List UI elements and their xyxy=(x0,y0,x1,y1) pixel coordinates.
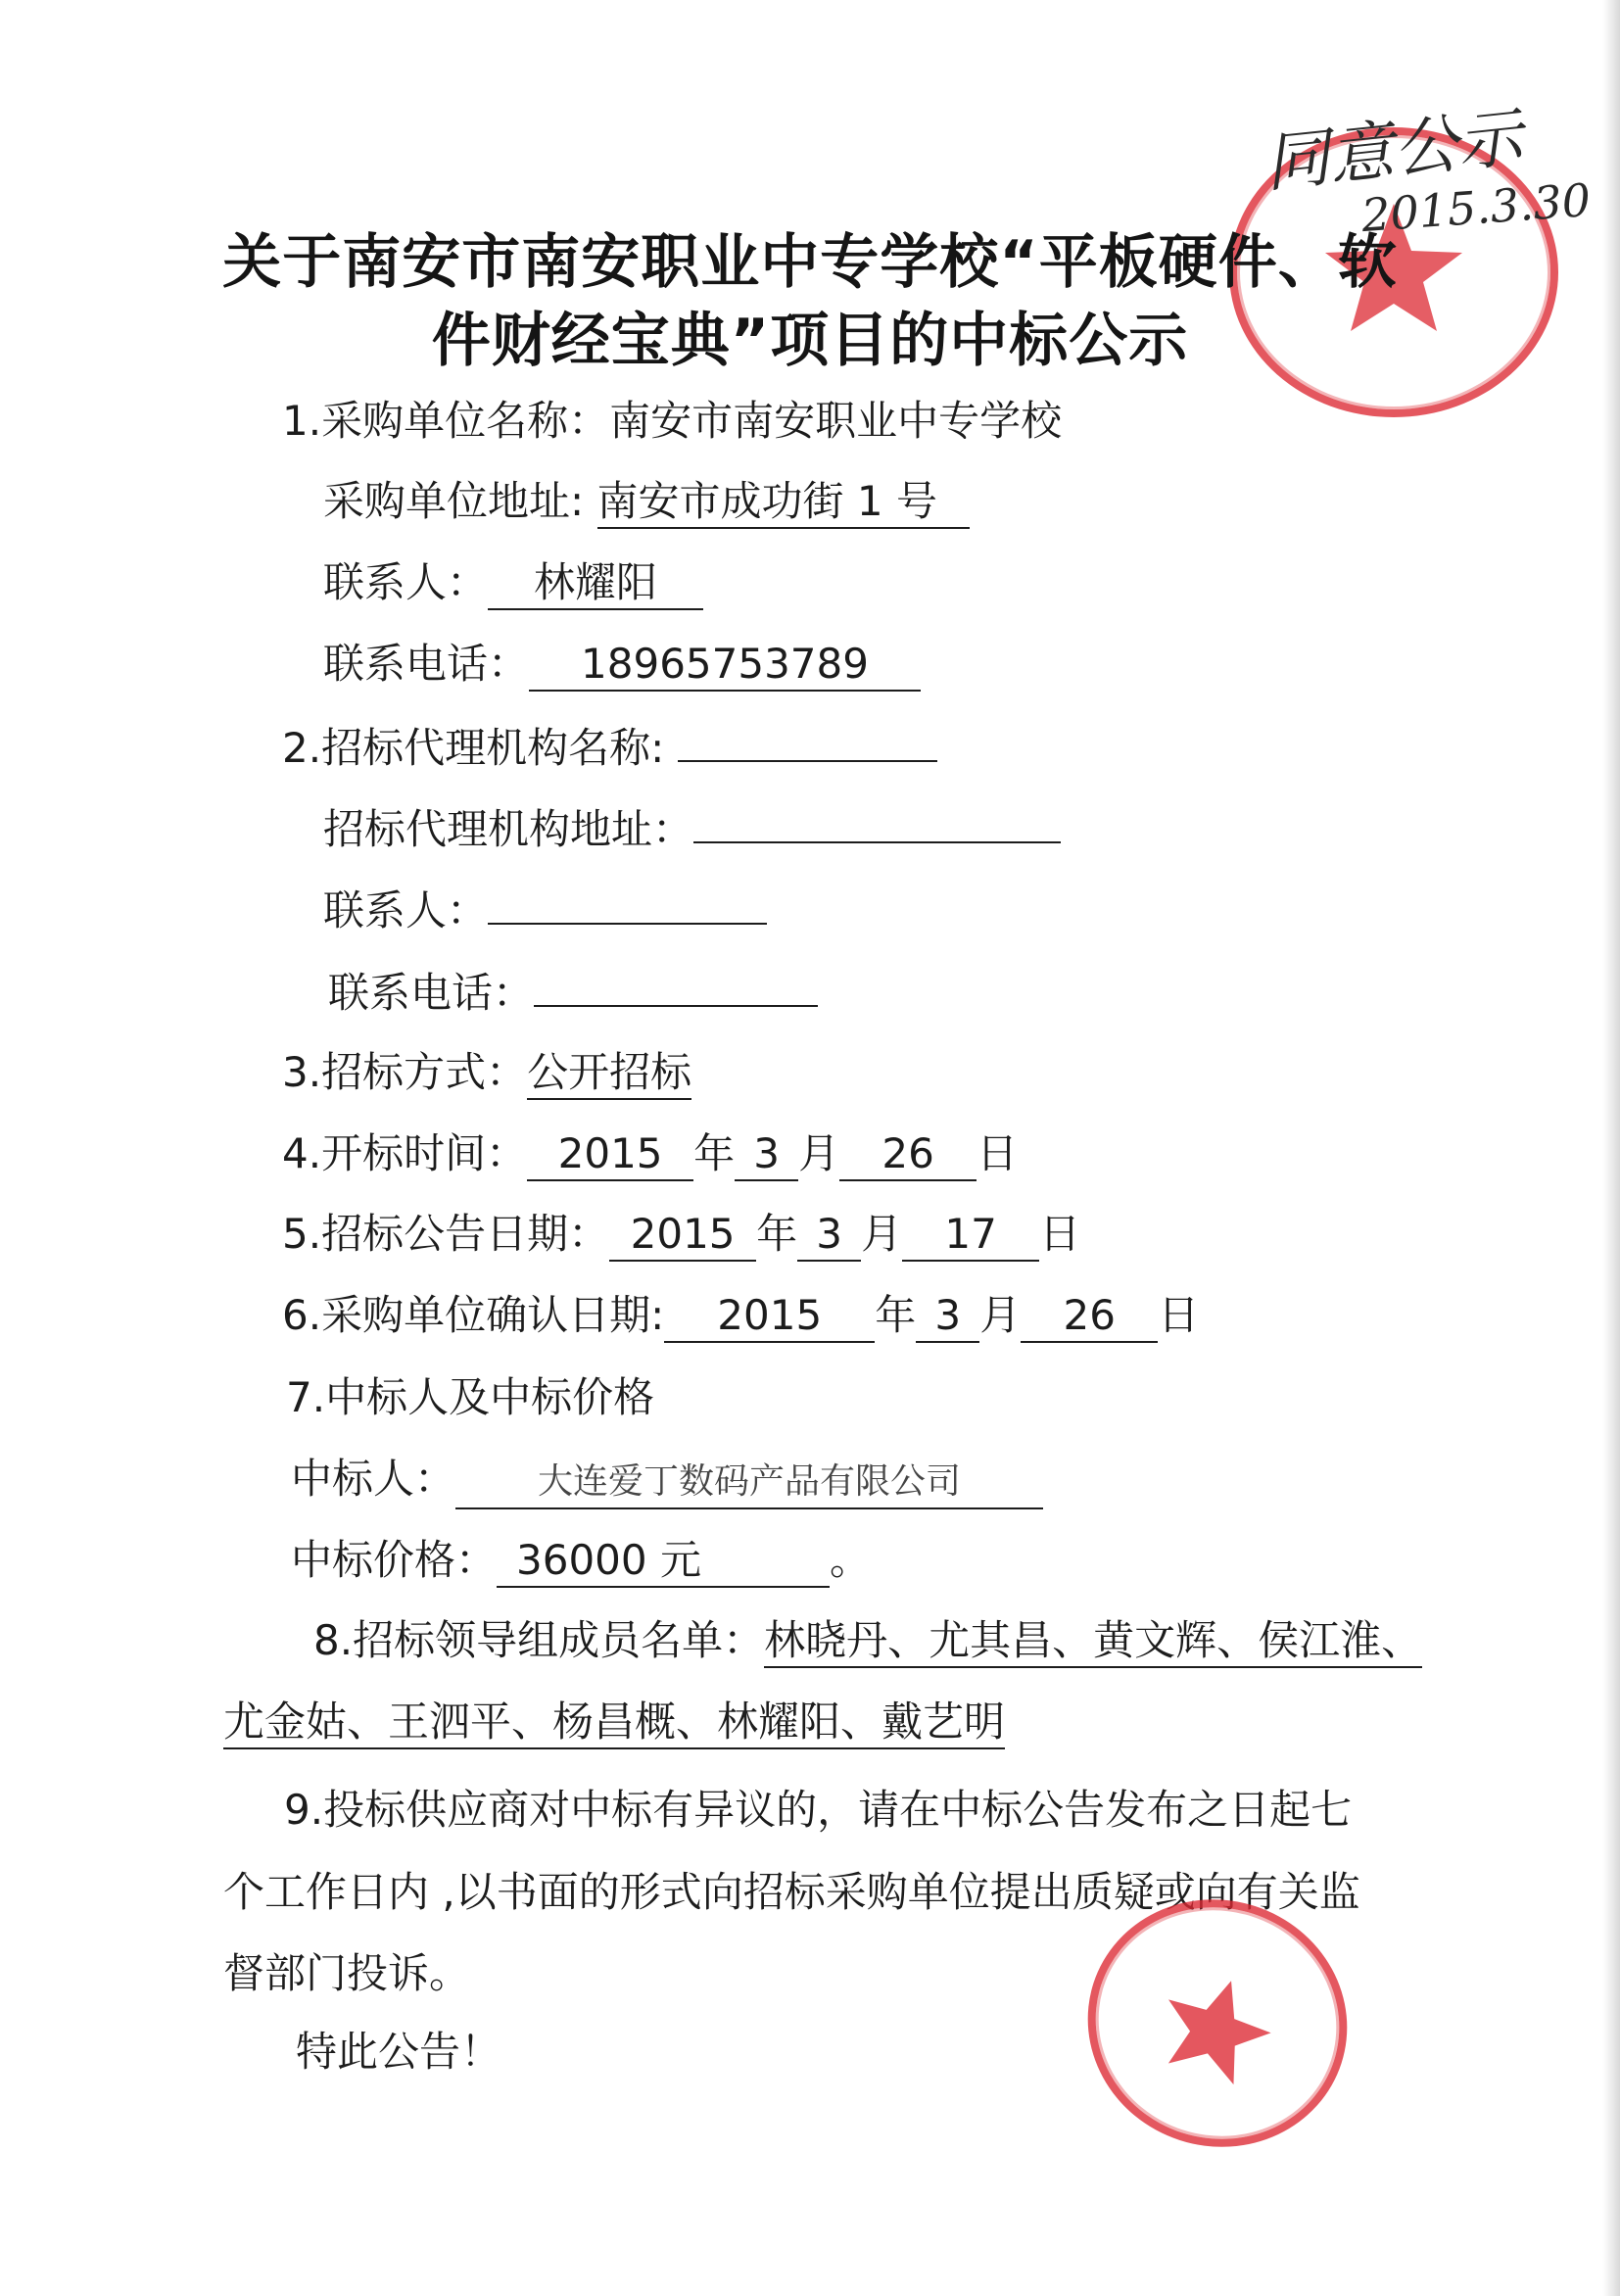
purchaser-name-value: 南安市南安职业中专学校 xyxy=(609,397,1063,445)
leadership-group-row xyxy=(313,1611,1422,1670)
agency-name-label: 2.招标代理机构名称: xyxy=(282,724,665,772)
bid-opening-day: 26 xyxy=(839,1128,977,1181)
objection-text-line-1: 9.投标供应商对中标有异议的，请在中标公告发布之日起七 xyxy=(284,1786,1353,1834)
agency-contact-label: 联系人： xyxy=(323,886,489,934)
bid-opening-date-row xyxy=(282,1124,1018,1183)
leadership-group-label: 8.招标领导组成员名单： xyxy=(313,1616,765,1664)
purchaser-phone-value: 18965753789 xyxy=(529,639,921,692)
confirmation-day: 26 xyxy=(1021,1290,1158,1343)
month-unit: 月 xyxy=(979,1291,1022,1339)
winner-row xyxy=(291,1450,1043,1508)
agency-name-blank xyxy=(678,717,937,762)
approval-date: 2015.3.30 xyxy=(1359,172,1593,243)
winning-price-row xyxy=(291,1531,871,1590)
agency-phone-blank xyxy=(534,962,818,1007)
bidding-method-label: 3.招标方式： xyxy=(282,1048,528,1096)
winning-price-label: 中标价格： xyxy=(291,1536,498,1584)
announcement-day: 17 xyxy=(902,1209,1039,1262)
agency-address-label: 招标代理机构地址： xyxy=(323,805,694,853)
leadership-members-line-2: 尤金姑、王泗平、杨昌概、林耀阳、戴艺明 xyxy=(223,1697,1005,1749)
agency-phone-row xyxy=(328,962,818,1021)
agency-phone-label: 联系电话： xyxy=(328,969,535,1017)
winner-section-heading: 7.中标人及中标价格 xyxy=(286,1373,655,1421)
agency-address-row xyxy=(323,798,1061,857)
winning-price-value: 36000 元 xyxy=(497,1535,830,1588)
agency-address-blank xyxy=(693,798,1061,843)
bid-opening-month: 3 xyxy=(735,1128,798,1181)
purchaser-address-row xyxy=(323,472,970,531)
purchaser-contact-row xyxy=(323,553,703,612)
purchaser-name-row xyxy=(282,392,1062,451)
year-unit: 年 xyxy=(756,1210,798,1258)
agency-contact-blank xyxy=(488,880,767,925)
purchaser-phone-label: 联系电话： xyxy=(323,640,530,688)
purchaser-address-label: 采购单位地址: xyxy=(323,477,585,525)
purchaser-name-label: 1.采购单位名称： xyxy=(282,397,610,445)
bidding-method-row xyxy=(282,1043,691,1102)
month-unit: 月 xyxy=(861,1210,903,1258)
winner-label: 中标人： xyxy=(291,1455,456,1503)
winning-price-period: 。 xyxy=(830,1536,872,1584)
bid-opening-year: 2015 xyxy=(527,1128,693,1181)
announcement-year: 2015 xyxy=(609,1209,756,1262)
day-unit: 日 xyxy=(1158,1291,1200,1339)
purchaser-address-value: 南安市成功街 1 号 xyxy=(597,476,970,529)
objection-text-line-3: 督部门投诉。 xyxy=(223,1949,471,1997)
purchaser-phone-row xyxy=(323,635,921,694)
confirmation-date-label: 6.采购单位确认日期: xyxy=(282,1291,665,1339)
approval-note: 同意公示 xyxy=(1261,99,1526,202)
leadership-members-line-1: 林晓丹、尤其昌、黄文辉、侯江淮、 xyxy=(764,1615,1422,1668)
winner-value: 大连爱丁数码产品有限公司 xyxy=(455,1457,1043,1509)
bidding-method-value: 公开招标 xyxy=(527,1047,691,1100)
page-title-line-2: 件财经宝典”项目的中标公示 xyxy=(431,307,1189,375)
announcement-date-row xyxy=(282,1205,1080,1264)
confirmation-month: 3 xyxy=(916,1290,979,1343)
agency-name-row xyxy=(282,717,937,776)
objection-text-line-2: 个工作日内 ,以书面的形式向招标采购单位提出质疑或向有关监 xyxy=(223,1868,1360,1916)
agency-contact-row xyxy=(323,880,767,938)
purchaser-contact-value: 林耀阳 xyxy=(488,557,703,610)
leadership-members-row-2 xyxy=(223,1693,1005,1751)
page-title-line-1: 关于南安市南安职业中专学校“平板硬件、软 xyxy=(222,228,1398,297)
confirmation-year: 2015 xyxy=(664,1290,875,1343)
year-unit: 年 xyxy=(693,1129,736,1177)
year-unit: 年 xyxy=(875,1291,917,1339)
bid-opening-date-label: 4.开标时间： xyxy=(282,1129,528,1177)
day-unit: 日 xyxy=(977,1129,1019,1177)
day-unit: 日 xyxy=(1039,1210,1081,1258)
closing-text: 特此公告！ xyxy=(296,2028,502,2076)
announcement-date-label: 5.招标公告日期： xyxy=(282,1210,610,1258)
confirmation-date-row xyxy=(282,1286,1199,1345)
announcement-month: 3 xyxy=(797,1209,861,1262)
purchaser-contact-label: 联系人： xyxy=(323,558,489,606)
month-unit: 月 xyxy=(798,1129,840,1177)
